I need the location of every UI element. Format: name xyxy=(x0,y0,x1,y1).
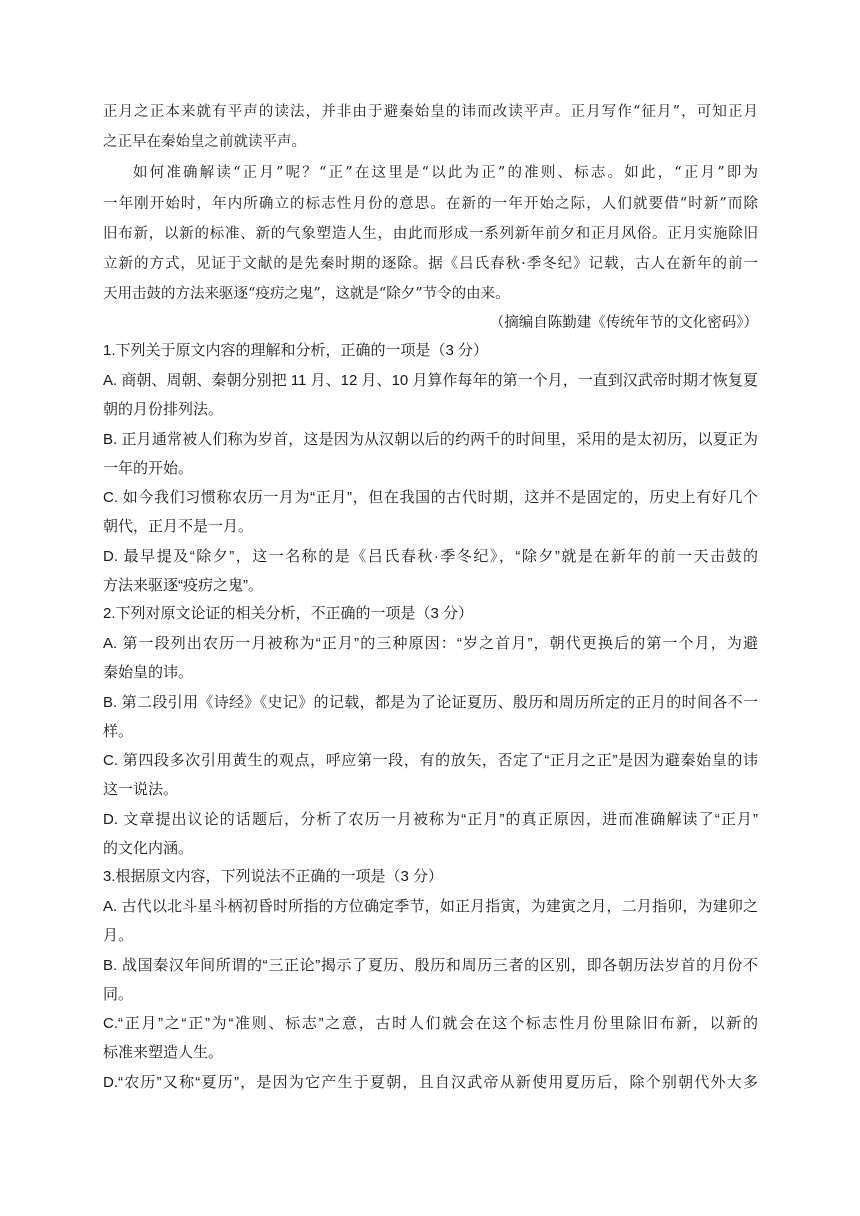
option-b: B. 第二段引用《诗经》《史记》的记载，都是为了论证夏历、殷历和周历所定的正月的时间各不一 xyxy=(103,694,758,711)
passage-line: 正月之正本来就有平声的读法，并非由于避秦始皇的讳而改读平声。正月写作“征月”，可知正月 xyxy=(103,104,758,120)
passage-line: 如何准确解读“正月”呢？“正”在这里是“以此为正”的准则、标志。如此，“正月”即为 xyxy=(133,165,758,181)
option-d-cont: 方法来驱逐“疫疠之鬼”。 xyxy=(103,577,263,594)
option-a: A. 商朝、周朝、秦朝分别把 11 月、12 月、10 月算作每年的第一个月，一直到汉武帝时期才恢复夏 xyxy=(103,372,758,389)
option-c: C.“正月”之“正”为“准则、标志”之意，古时人们就会在这个标志性月份里除旧布新，以新的 xyxy=(103,1015,758,1032)
option-a-cont: 朝的月份排列法。 xyxy=(103,401,224,418)
option-a: A. 古代以北斗星斗柄初昏时所指的方位确定季节，如正月指寅，为建寅之月，二月指卯，为建卯之 xyxy=(103,898,758,915)
option-d: D. 最早提及“除夕”，这一名称的是《吕氏春秋·季冬纪》，“除夕”就是在新年的前一天击鼓的 xyxy=(103,548,758,565)
option-c: C. 第四段多次引用黄生的观点，呼应第一段，有的放矢，否定了“正月之正”是因为避秦始皇的讳 xyxy=(103,752,758,769)
option-c: C. 如今我们习惯称农历一月为“正月”，但在我国的古代时期，这并不是固定的，历史上有好几个 xyxy=(103,489,758,506)
option-a-cont: 秦始皇的讳。 xyxy=(103,664,194,681)
option-a-cont: 月。 xyxy=(103,927,134,944)
option-c-cont: 标准来塑造人生。 xyxy=(103,1044,224,1061)
option-c-cont: 这一说法。 xyxy=(103,781,179,798)
question-stem: 1.下列关于原文内容的理解和分析，正确的一项是（3 分） xyxy=(103,342,489,359)
passage-line: 一年刚开始时，年内所确立的标志性月份的意思。在新的一年开始之际，人们就要借“时新”而除 xyxy=(103,196,758,212)
option-d-cont: 的文化内涵。 xyxy=(103,840,194,857)
option-d: D. 文章提出议论的话题后，分析了农历一月被称为“正月”的真正原因，进而准确解读了“正月” xyxy=(103,811,758,828)
passage-source: （摘编自陈勤建《传统年节的文化密码》） xyxy=(489,315,758,331)
passage-line: 旧布新，以新的标准、新的气象塑造人生，由此而形成一系列新年前夕和正月风俗。正月实施除旧 xyxy=(103,226,758,242)
passage-line: 天用击鼓的方法来驱逐“疫疠之鬼”，这就是“除夕”节令的由来。 xyxy=(103,286,510,302)
option-d: D.“农历”又称“夏历”，是因为它产生于夏朝，且自汉武帝从新使用夏历后，除个别朝代外大多 xyxy=(103,1074,758,1091)
passage-line: 立新的方式，见证于文献的是先秦时期的逐除。据《吕氏春秋·季冬纪》记载，古人在新年的前一 xyxy=(103,256,758,272)
option-a: A. 第一段列出农历一月被称为“正月”的三种原因：“岁之首月”，朝代更换后的第一个月，为避 xyxy=(103,635,758,652)
option-b-cont: 同。 xyxy=(103,986,134,1003)
option-b-cont: 样。 xyxy=(103,723,134,740)
option-b: B. 正月通常被人们称为岁首，这是因为从汉朝以后的约两千的时间里，采用的是太初历，以夏正为 xyxy=(103,431,758,448)
passage-line: 之正早在秦始皇之前就读平声。 xyxy=(103,134,306,150)
option-b-cont: 一年的开始。 xyxy=(103,460,194,477)
question-stem: 3.根据原文内容，下列说法不正确的一项是（3 分） xyxy=(103,868,444,885)
question-stem: 2.下列对原文论证的相关分析，不正确的一项是（3 分） xyxy=(103,605,474,622)
option-c-cont: 朝代，正月不是一月。 xyxy=(103,518,254,535)
option-b: B. 战国秦汉年间所谓的“三正论”揭示了夏历、殷历和周历三者的区别，即各朝历法岁首的月份不 xyxy=(103,957,758,974)
